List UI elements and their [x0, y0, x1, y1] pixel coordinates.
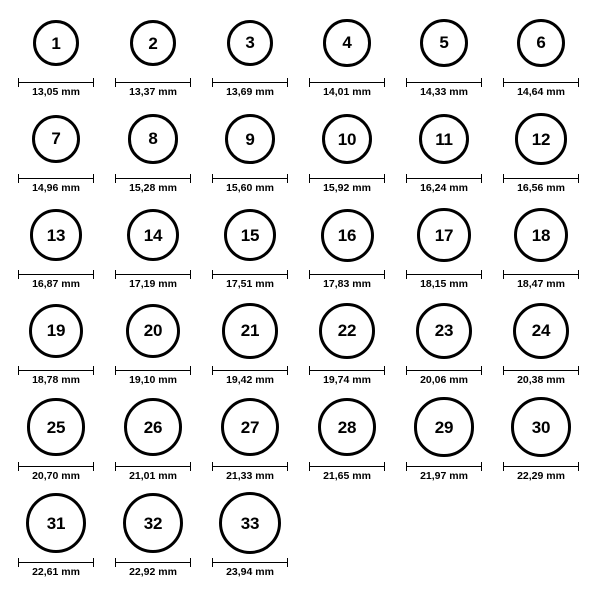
ring-row — [8, 394, 592, 490]
dimension-line-icon — [503, 78, 579, 86]
dimension-group — [503, 174, 579, 195]
ring-size-cell — [105, 106, 201, 195]
ring-size-label: 13 — [46, 225, 66, 245]
ring-circle-wrap — [319, 298, 375, 364]
dimension-line-icon — [406, 366, 482, 374]
ring-size-label: 16 — [337, 225, 357, 245]
ring-circle-wrap — [33, 10, 79, 76]
ring-circle-icon — [221, 398, 279, 456]
ring-circle-icon — [33, 20, 79, 66]
ring-size-label: 26 — [143, 417, 163, 437]
ring-circle-wrap — [123, 490, 184, 556]
ring-circle-icon — [130, 20, 177, 67]
ring-diameter-label: 21,01 mm — [129, 470, 177, 482]
ring-row — [8, 490, 592, 586]
ring-size-cell — [8, 106, 104, 195]
ring-size-cell — [8, 10, 104, 99]
dimension-group — [309, 270, 385, 291]
ring-size-label: 15 — [240, 225, 260, 245]
dimension-line-icon — [212, 462, 288, 470]
ring-size-cell — [396, 202, 492, 291]
ring-circle-wrap — [124, 394, 182, 460]
ring-circle-icon — [513, 303, 570, 360]
ring-size-label: 30 — [531, 417, 551, 437]
dimension-group — [115, 174, 191, 195]
ring-size-label: 8 — [148, 129, 158, 149]
ring-diameter-label: 21,97 mm — [420, 470, 468, 482]
ring-size-cell — [299, 394, 395, 483]
dimension-group — [212, 78, 288, 99]
ring-circle-icon — [515, 113, 566, 164]
ring-diameter-label: 19,74 mm — [323, 374, 371, 386]
ring-size-label: 12 — [531, 129, 551, 149]
ring-circle-icon — [27, 398, 84, 455]
ring-circle-icon — [416, 303, 472, 359]
ring-circle-icon — [126, 304, 181, 359]
ring-circle-wrap — [515, 106, 566, 172]
dimension-line-icon — [18, 462, 94, 470]
dimension-line-icon — [18, 270, 94, 278]
ring-diameter-label: 14,01 mm — [323, 86, 371, 98]
ring-size-cell — [202, 106, 298, 195]
ring-size-label: 31 — [46, 513, 66, 533]
ring-size-cell — [105, 10, 201, 99]
ring-circle-icon — [322, 114, 372, 164]
dimension-line-icon — [115, 366, 191, 374]
ring-size-label: 19 — [46, 321, 66, 341]
ring-circle-wrap — [221, 394, 279, 460]
dimension-line-icon — [115, 462, 191, 470]
ring-circle-icon — [319, 303, 375, 359]
ring-circle-wrap — [417, 202, 471, 268]
dimension-line-icon — [115, 78, 191, 86]
ring-diameter-label: 13,37 mm — [129, 86, 177, 98]
dimension-group — [115, 462, 191, 483]
dimension-group — [18, 366, 94, 387]
ring-circle-wrap — [130, 10, 177, 76]
ring-circle-icon — [128, 114, 177, 163]
dimension-line-icon — [309, 462, 385, 470]
ring-diameter-label: 14,33 mm — [420, 86, 468, 98]
dimension-group — [18, 558, 94, 579]
dimension-group — [18, 462, 94, 483]
ring-circle-wrap — [127, 202, 179, 268]
ring-circle-wrap — [222, 298, 277, 364]
ring-circle-icon — [30, 209, 82, 261]
ring-circle-wrap — [511, 394, 571, 460]
dimension-group — [115, 78, 191, 99]
dimension-group — [18, 270, 94, 291]
ring-diameter-label: 18,15 mm — [420, 278, 468, 290]
ring-diameter-label: 21,33 mm — [226, 470, 274, 482]
ring-diameter-label: 22,29 mm — [517, 470, 565, 482]
ring-circle-wrap — [225, 106, 275, 172]
dimension-line-icon — [503, 270, 579, 278]
dimension-line-icon — [503, 462, 579, 470]
dimension-line-icon — [115, 558, 191, 566]
ring-size-cell — [105, 490, 201, 579]
ring-circle-wrap — [219, 490, 281, 556]
ring-size-cell — [396, 10, 492, 99]
ring-circle-wrap — [27, 394, 84, 460]
ring-row — [8, 298, 592, 394]
ring-diameter-label: 19,42 mm — [226, 374, 274, 386]
ring-circle-icon — [224, 209, 277, 262]
ring-size-cell — [493, 298, 589, 387]
ring-diameter-label: 14,64 mm — [517, 86, 565, 98]
dimension-line-icon — [309, 174, 385, 182]
dimension-group — [503, 462, 579, 483]
dimension-group — [503, 366, 579, 387]
ring-circle-wrap — [514, 202, 568, 268]
ring-diameter-label: 17,19 mm — [129, 278, 177, 290]
dimension-line-icon — [309, 78, 385, 86]
ring-size-cell — [202, 10, 298, 99]
ring-size-label: 6 — [536, 33, 546, 53]
dimension-group — [212, 462, 288, 483]
ring-size-label: 5 — [439, 33, 449, 53]
ring-diameter-label: 16,24 mm — [420, 182, 468, 194]
dimension-line-icon — [18, 174, 94, 182]
ring-diameter-label: 15,28 mm — [129, 182, 177, 194]
ring-diameter-label: 21,65 mm — [323, 470, 371, 482]
ring-row — [8, 10, 592, 106]
ring-circle-icon — [219, 492, 281, 554]
ring-size-label: 24 — [531, 321, 551, 341]
dimension-line-icon — [503, 366, 579, 374]
dimension-group — [503, 270, 579, 291]
dimension-group — [115, 558, 191, 579]
ring-size-label: 32 — [143, 513, 163, 533]
ring-size-cell — [105, 394, 201, 483]
dimension-line-icon — [18, 78, 94, 86]
dimension-group — [309, 366, 385, 387]
dimension-group — [406, 78, 482, 99]
ring-size-label: 3 — [245, 33, 255, 53]
ring-diameter-label: 19,10 mm — [129, 374, 177, 386]
ring-size-label: 2 — [148, 33, 158, 53]
dimension-group — [18, 78, 94, 99]
ring-diameter-label: 20,06 mm — [420, 374, 468, 386]
ring-size-cell — [396, 394, 492, 483]
ring-size-label: 11 — [435, 129, 453, 149]
dimension-group — [212, 558, 288, 579]
dimension-line-icon — [309, 270, 385, 278]
dimension-group — [212, 270, 288, 291]
ring-size-label: 9 — [245, 129, 255, 149]
ring-circle-wrap — [30, 202, 82, 268]
ring-size-cell — [493, 202, 589, 291]
ring-size-label: 33 — [240, 513, 260, 533]
ring-circle-wrap — [517, 10, 565, 76]
ring-circle-icon — [227, 20, 274, 67]
ring-circle-icon — [323, 19, 370, 66]
ring-size-cell — [202, 490, 298, 579]
ring-diameter-label: 16,87 mm — [32, 278, 80, 290]
ring-circle-icon — [123, 493, 184, 554]
dimension-line-icon — [212, 78, 288, 86]
ring-circle-wrap — [513, 298, 570, 364]
dimension-line-icon — [212, 174, 288, 182]
dimension-line-icon — [503, 174, 579, 182]
ring-circle-wrap — [126, 298, 181, 364]
ring-diameter-label: 23,94 mm — [226, 566, 274, 578]
ring-size-label: 10 — [337, 129, 357, 149]
ring-circle-icon — [417, 208, 471, 262]
dimension-line-icon — [309, 366, 385, 374]
ring-size-cell — [105, 202, 201, 291]
ring-size-label: 20 — [143, 321, 163, 341]
ring-circle-icon — [127, 209, 179, 261]
ring-diameter-label: 18,78 mm — [32, 374, 80, 386]
ring-circle-wrap — [414, 394, 473, 460]
ring-diameter-label: 13,69 mm — [226, 86, 274, 98]
dimension-group — [212, 174, 288, 195]
dimension-line-icon — [212, 366, 288, 374]
ring-diameter-label: 16,56 mm — [517, 182, 565, 194]
ring-size-cell — [202, 202, 298, 291]
ring-circle-icon — [32, 115, 81, 164]
ring-circle-wrap — [420, 10, 468, 76]
dimension-group — [115, 366, 191, 387]
ring-size-cell — [493, 394, 589, 483]
dimension-group — [115, 270, 191, 291]
ring-diameter-label: 17,51 mm — [226, 278, 274, 290]
ring-size-cell — [8, 394, 104, 483]
ring-size-label: 22 — [337, 321, 357, 341]
ring-size-cell — [299, 298, 395, 387]
ring-circle-wrap — [419, 106, 470, 172]
dimension-line-icon — [406, 462, 482, 470]
ring-size-cell — [202, 298, 298, 387]
dimension-group — [212, 366, 288, 387]
ring-size-label: 28 — [337, 417, 357, 437]
ring-circle-icon — [419, 114, 470, 165]
ring-circle-icon — [225, 114, 275, 164]
ring-circle-icon — [511, 397, 571, 457]
ring-circle-icon — [514, 208, 568, 262]
ring-size-cell — [396, 106, 492, 195]
ring-circle-icon — [124, 398, 182, 456]
ring-size-label: 1 — [51, 33, 61, 53]
ring-size-cell — [396, 298, 492, 387]
ring-circle-icon — [420, 19, 468, 67]
dimension-group — [406, 174, 482, 195]
ring-size-label: 21 — [240, 321, 260, 341]
ring-size-label: 7 — [51, 129, 61, 149]
ring-size-label: 23 — [434, 321, 454, 341]
dimension-group — [503, 78, 579, 99]
ring-diameter-label: 20,38 mm — [517, 374, 565, 386]
ring-diameter-label: 22,61 mm — [32, 566, 80, 578]
ring-size-label: 29 — [434, 417, 454, 437]
dimension-line-icon — [406, 270, 482, 278]
ring-diameter-label: 22,92 mm — [129, 566, 177, 578]
ring-circle-icon — [414, 397, 473, 456]
ring-row — [8, 106, 592, 202]
ring-size-label: 25 — [46, 417, 66, 437]
ring-size-label: 17 — [434, 225, 454, 245]
ring-circle-icon — [26, 493, 86, 553]
ring-row — [8, 202, 592, 298]
ring-circle-wrap — [322, 106, 372, 172]
ring-diameter-label: 14,96 mm — [32, 182, 80, 194]
dimension-line-icon — [406, 174, 482, 182]
dimension-group — [309, 174, 385, 195]
ring-size-cell — [8, 202, 104, 291]
ring-circle-wrap — [321, 202, 374, 268]
ring-size-cell — [299, 202, 395, 291]
ring-diameter-label: 15,60 mm — [226, 182, 274, 194]
ring-size-label: 18 — [531, 225, 551, 245]
ring-diameter-label: 15,92 mm — [323, 182, 371, 194]
ring-size-label: 27 — [240, 417, 260, 437]
ring-circle-icon — [29, 304, 83, 358]
dimension-group — [309, 462, 385, 483]
dimension-group — [309, 78, 385, 99]
ring-circle-icon — [318, 398, 377, 457]
ring-size-cell — [8, 490, 104, 579]
ring-circle-wrap — [318, 394, 377, 460]
dimension-line-icon — [115, 174, 191, 182]
ring-size-cell — [8, 298, 104, 387]
ring-circle-wrap — [26, 490, 86, 556]
ring-size-cell — [493, 10, 589, 99]
ring-size-cell — [299, 10, 395, 99]
dimension-group — [406, 366, 482, 387]
ring-circle-icon — [222, 303, 277, 358]
ring-diameter-label: 18,47 mm — [517, 278, 565, 290]
ring-diameter-label: 13,05 mm — [32, 86, 80, 98]
dimension-line-icon — [18, 558, 94, 566]
ring-size-cell — [299, 106, 395, 195]
ring-size-cell — [202, 394, 298, 483]
ring-circle-wrap — [128, 106, 177, 172]
dimension-line-icon — [212, 270, 288, 278]
ring-size-label: 14 — [143, 225, 163, 245]
ring-size-cell — [493, 106, 589, 195]
ring-circle-wrap — [32, 106, 81, 172]
dimension-group — [406, 270, 482, 291]
ring-diameter-label: 20,70 mm — [32, 470, 80, 482]
ring-circle-wrap — [224, 202, 277, 268]
ring-circle-wrap — [323, 10, 370, 76]
dimension-group — [18, 174, 94, 195]
ring-diameter-label: 17,83 mm — [323, 278, 371, 290]
ring-size-cell — [105, 298, 201, 387]
ring-circle-wrap — [227, 10, 274, 76]
dimension-line-icon — [406, 78, 482, 86]
dimension-line-icon — [212, 558, 288, 566]
dimension-line-icon — [18, 366, 94, 374]
dimension-group — [406, 462, 482, 483]
ring-circle-wrap — [29, 298, 83, 364]
ring-size-label: 4 — [342, 33, 352, 53]
ring-circle-icon — [517, 19, 565, 67]
ring-circle-wrap — [416, 298, 472, 364]
dimension-line-icon — [115, 270, 191, 278]
ring-circle-icon — [321, 209, 374, 262]
